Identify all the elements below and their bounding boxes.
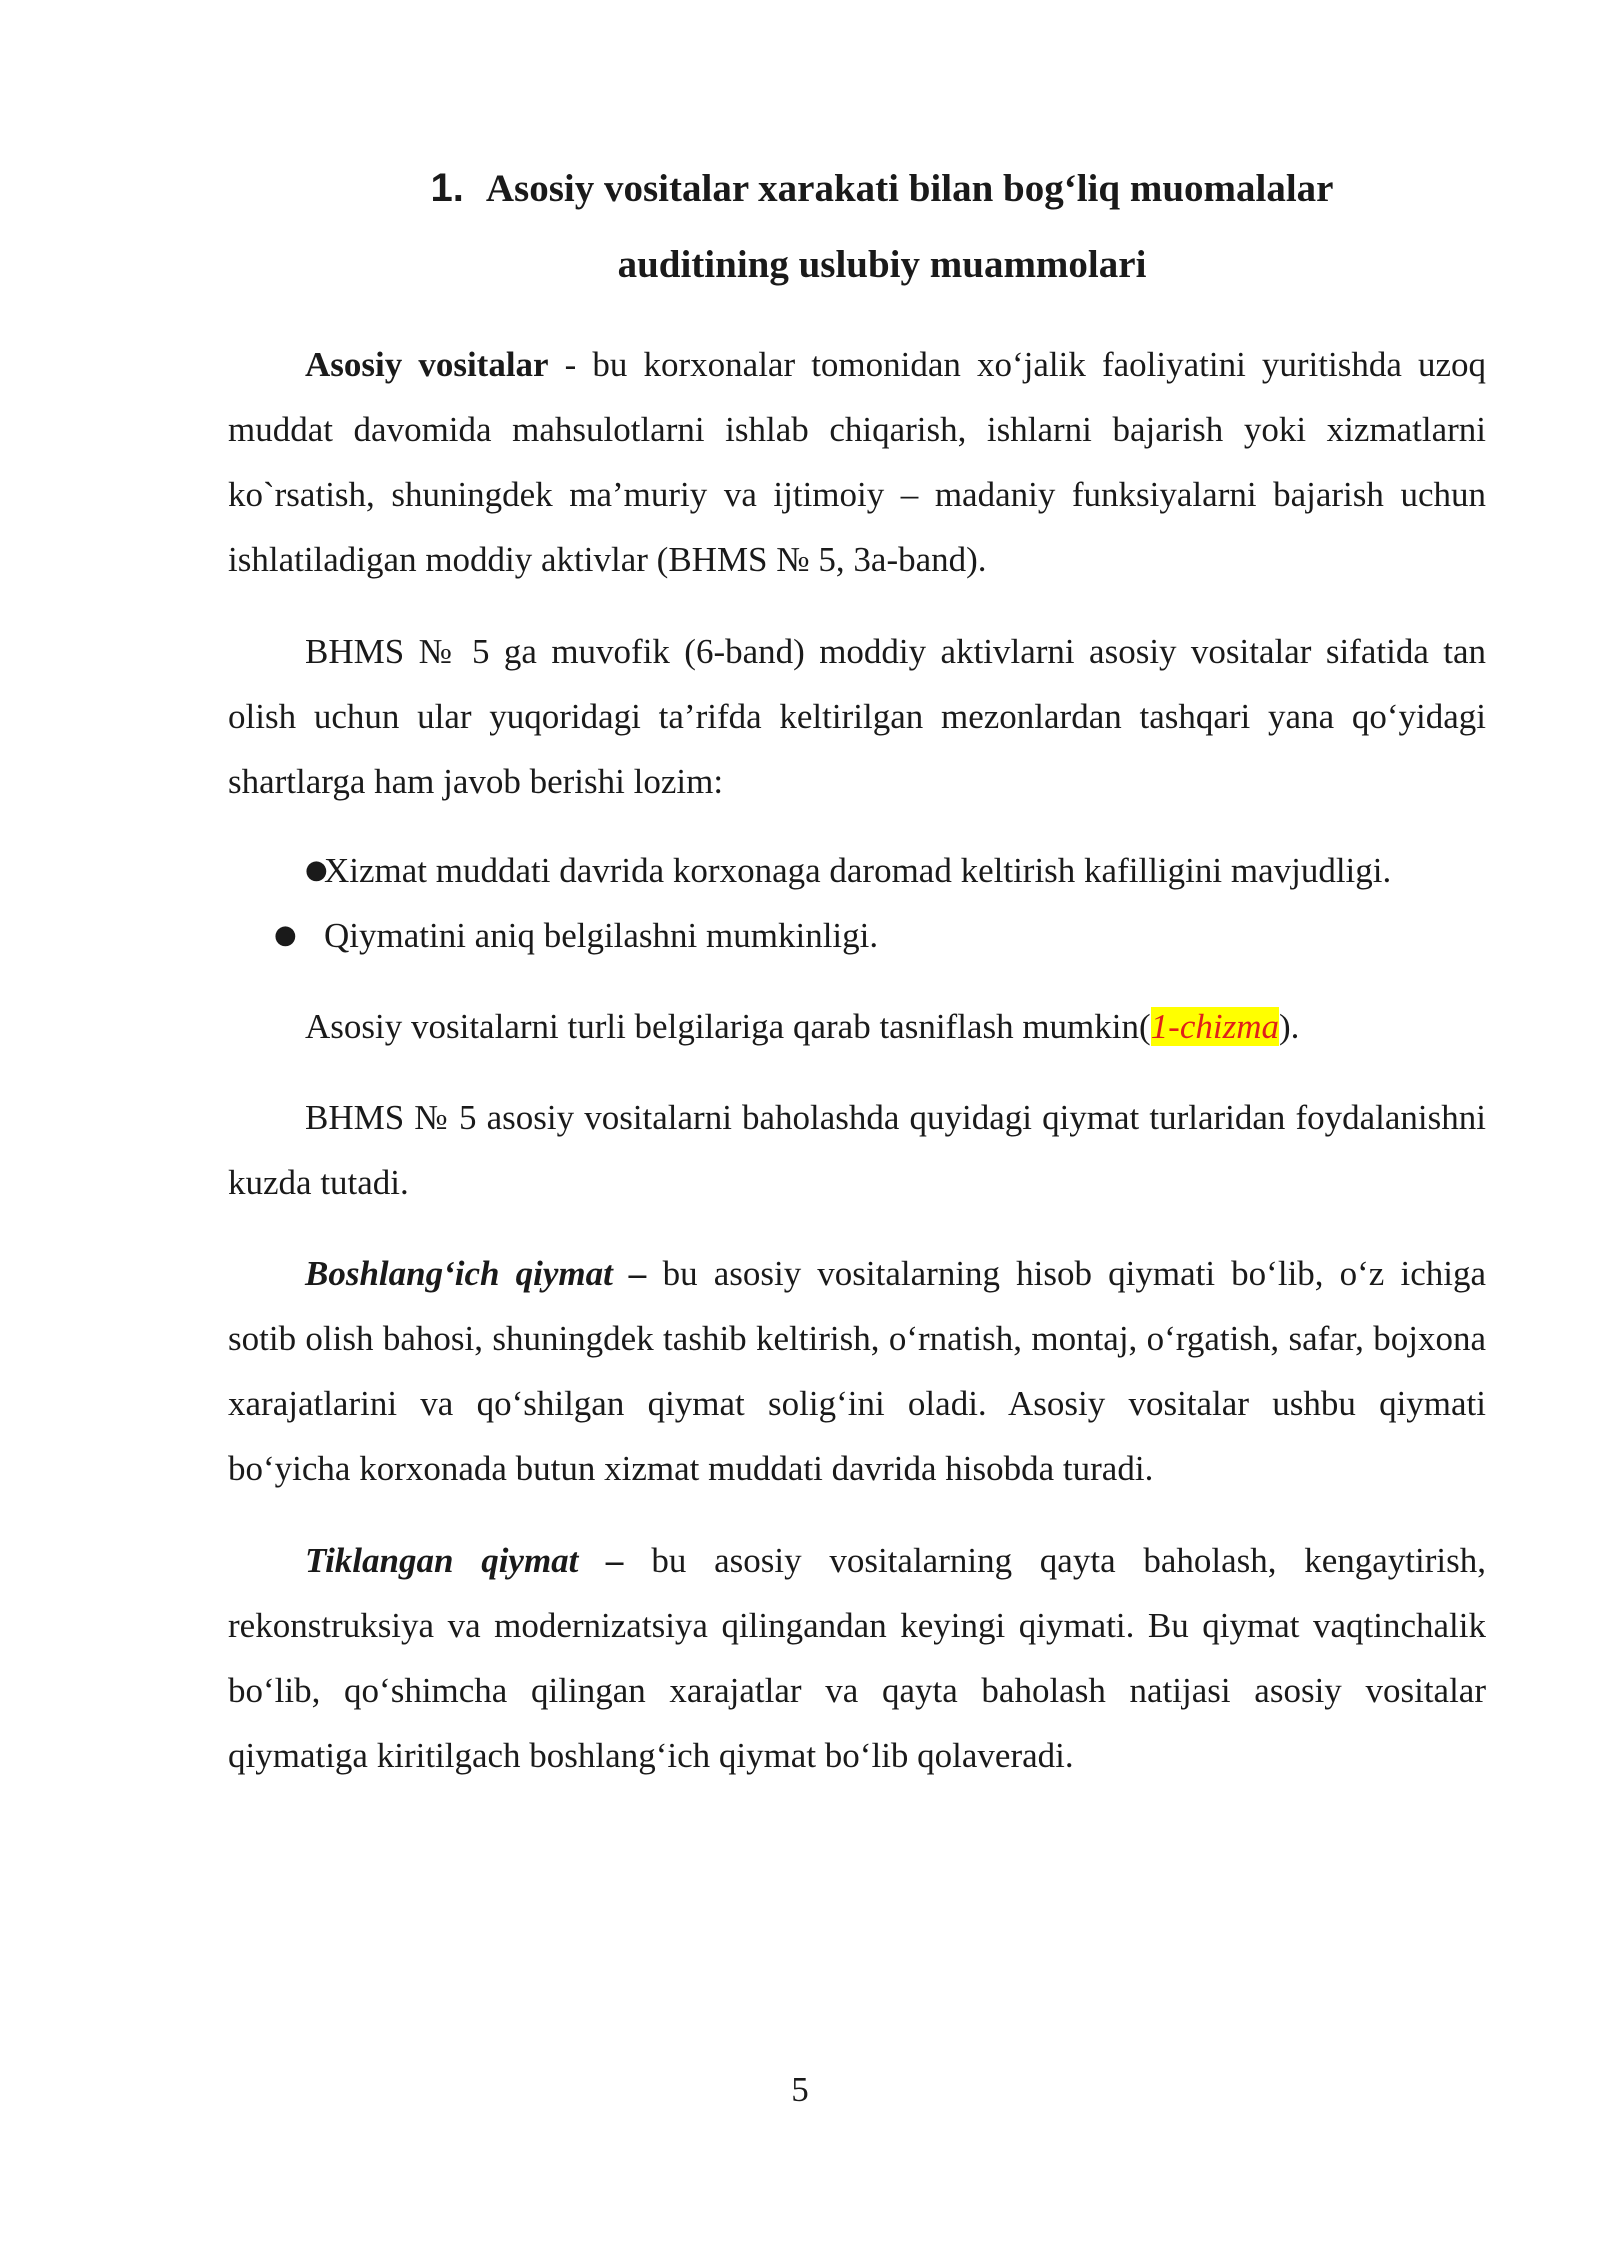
paragraph-recognition: BHMS № 5 ga muvofik (6-band) moddiy aktivlarni asosiy vositalar sifatida tan olish uchun ular yuqoridagi ta’rifda keltirilgan mezonlardan tashqari yana qo‘yidagi shartlarga ham javob berishi lozim: (228, 632, 1486, 801)
term-tiklangan-qiymat: Tiklangan qiymat – (305, 1541, 624, 1580)
paragraph-definition (228, 332, 1486, 592)
paragraph-restored-value (228, 1528, 1486, 1788)
heading-text-1: Asosiy vositalar xarakati bilan bog‘liq muomalalar (485, 167, 1334, 210)
term-asosiy-vositalar: Asosiy vositalar (305, 345, 549, 384)
paragraph-valuation: BHMS № 5 asosiy vositalarni baholashda quyidagi qiymat turlaridan foydalanishni kuzda tutadi. (228, 1098, 1486, 1202)
heading-line-1 (228, 150, 1486, 227)
term-boshlangich-qiymat: Boshlang‘ich qiymat – (305, 1254, 647, 1293)
list-item (228, 838, 1486, 903)
classification-text: Asosiy vositalarni turli belgilariga qarab tasniflash mumkin( (305, 1007, 1151, 1046)
definition-text: - bu korxonalar tomonidan xo‘jalik faoliyatini yuritishda uzoq muddat davomida mahsulotlarni ishlab chiqarish, ishlarni bajarish yoki xizmatlarni ko`rsatish, shuningdek ma’muriy va ijtimoiy – madaniy funksiyalarni bajarish uchun ishlatiladigan moddiy aktivlar (BHMS № 5, 3a-band). (228, 345, 1486, 579)
classification-end: ). (1278, 1007, 1300, 1046)
section-heading (228, 150, 1486, 303)
heading-line-2: auditining uslubiy muammolari (617, 243, 1147, 286)
list-item (228, 903, 1486, 968)
restored-value-text: bu asosiy vositalarning qayta baholash, kengaytirish, rekonstruksiya va modernizatsiya qilingandan keyingi qiymati. Bu qiymat vaqtinchalik bo‘lib, qo‘shimcha qilingan xarajatlar va qayta baholash natijasi asosiy vositalar qiymatiga kiritilgach boshlang‘ich qiymat bo‘lib qolaveradi. (228, 1541, 1487, 1775)
paragraph-initial-value (228, 1241, 1486, 1501)
paragraph-classification (228, 994, 1486, 1059)
page-number: 5 (791, 2070, 809, 2109)
bullet-icon: ● (274, 920, 297, 950)
figure-reference-link[interactable]: 1-chizma (1150, 1007, 1279, 1046)
bullet-icon: ● (305, 855, 328, 885)
list-item-text: Xizmat muddati davrida korxonaga daromad keltirish kafilligini mavjudligi. (324, 851, 1392, 890)
conditions-list (228, 838, 1486, 968)
initial-value-text: bu asosiy vositalarning hisob qiymati bo‘lib, o‘z ichiga sotib olish bahosi, shuningdek tashib keltirish, o‘rnatish, montaj, o‘rgatish, safar, bojxona xarajatlarini va qo‘shilgan qiymat solig‘ini oladi. Asosiy vositalar ushbu qiymati bo‘yicha korxonada butun xizmat muddati davrida hisobda turadi. (228, 1254, 1486, 1488)
heading-number: 1. (430, 166, 464, 210)
list-item-text: Qiymatini aniq belgilashni mumkinligi. (324, 916, 879, 955)
